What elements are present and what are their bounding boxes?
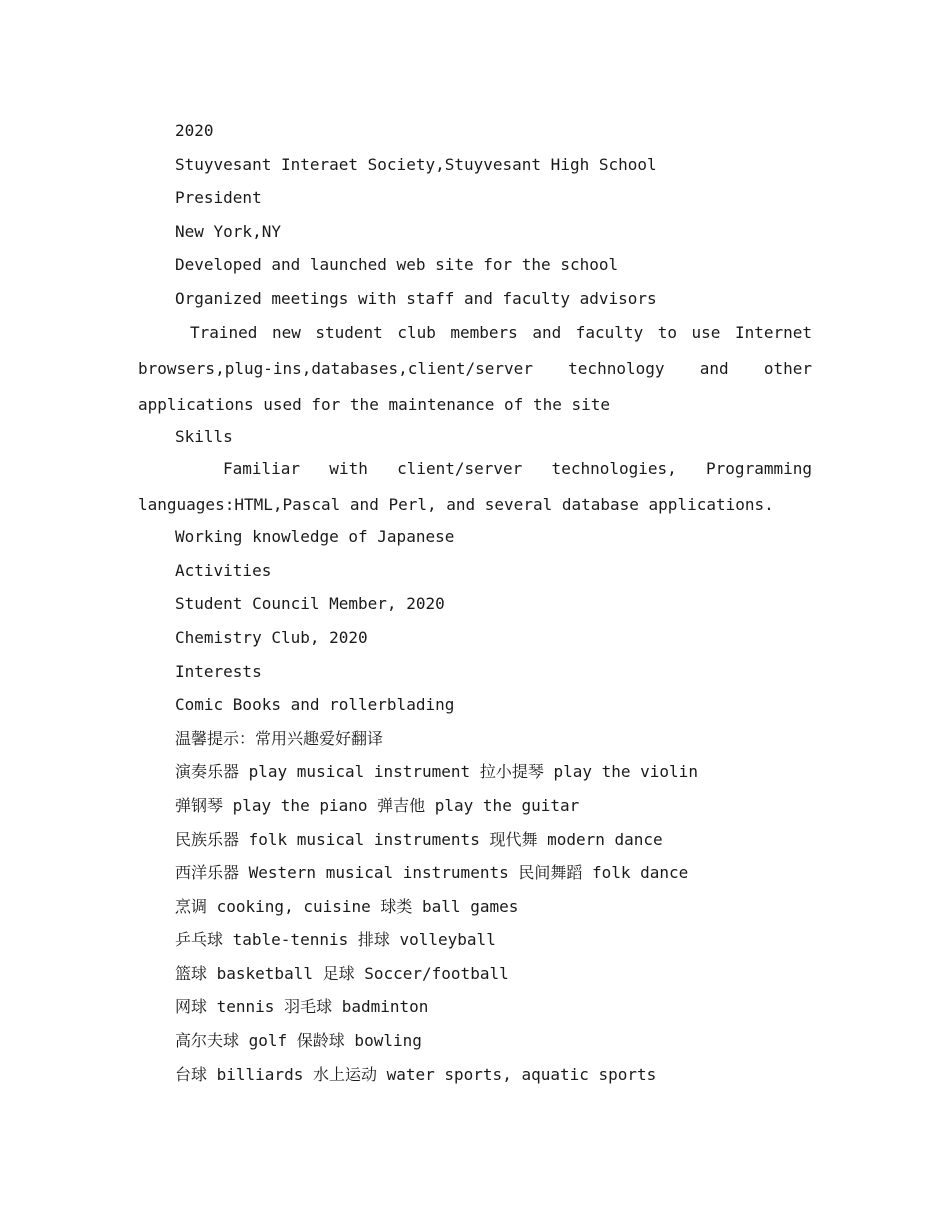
translation-line: 台球 billiards 水上运动 water sports, aquatic sports [175,1064,657,1084]
skills-heading: Skills [175,426,233,446]
translation-line: 烹调 cooking, cuisine 球类 ball games [175,896,519,916]
translation-line: 篮球 basketball 足球 Soccer/football [175,963,509,983]
translation-line: 高尔夫球 golf 保龄球 bowling [175,1031,422,1051]
duty-paragraph-training: Trained new student club members and faculty to use Internet browsers,plug-ins,databases,client/server technology and other applications used for the maintenance of the site [138,322,812,414]
document-body [138,114,812,1091]
location-line: New York,NY [175,221,281,241]
activity-line-chemistry: Chemistry Club, 2020 [175,627,368,647]
translation-line: 演奏乐器 play musical instrument 拉小提琴 play the violin [175,762,698,782]
translation-line: 弹钢琴 play the piano 弹吉他 play the guitar [175,795,580,815]
duty-line-meetings: Organized meetings with staff and faculty advisors [175,288,657,308]
year-line: 2020 [175,121,214,140]
tip-heading: 温馨提示：常用兴趣爱好翻译 [175,728,384,748]
activity-line-council: Student Council Member, 2020 [175,594,445,614]
translation-line: 民族乐器 folk musical instruments 现代舞 modern dance [175,829,663,849]
duty-line-website: Developed and launched web site for the school [175,255,619,275]
translation-line: 西洋乐器 Western musical instruments 民间舞蹈 folk dance [175,863,689,883]
interests-heading: Interests [175,661,262,681]
position-line: President [175,188,262,208]
skills-paragraph: Familiar with client/server technologies, Programming languages:HTML,Pascal and Perl, and several database applications. [138,459,812,515]
activities-heading: Activities [175,560,272,580]
translation-line: 网球 tennis 羽毛球 badminton [175,997,429,1017]
organization-line: Stuyvesant Interaet Society,Stuyvesant High School [175,154,657,174]
translation-line: 乒乓球 table-tennis 排球 volleyball [175,930,496,950]
language-skill-line: Working knowledge of Japanese [175,527,455,547]
interests-line: Comic Books and rollerblading [175,695,455,715]
